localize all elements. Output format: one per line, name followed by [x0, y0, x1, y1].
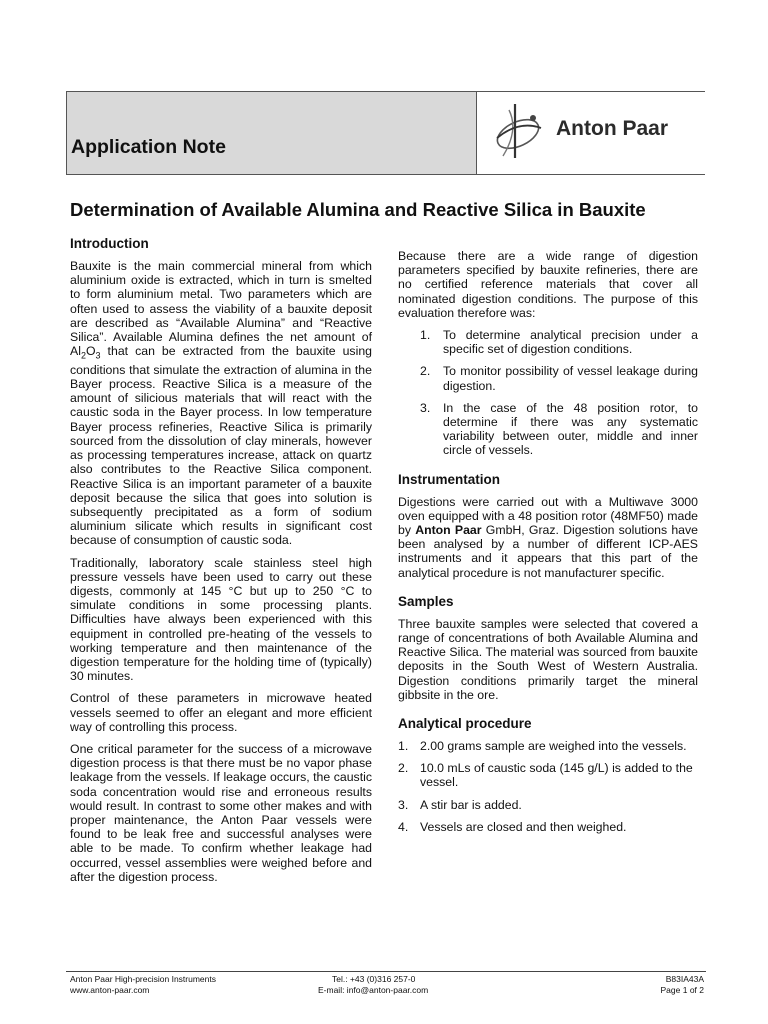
introduction-heading: Introduction — [70, 236, 149, 251]
samples-paragraph: Three bauxite samples were selected that covered a range of concentrations of both Available Alumina and Reactive Silica. The material was sourced from bauxite deposits in the South West of Western Australia. Digestion conditions primarily target the mineral gibbsite in the ore. — [398, 616, 698, 702]
intro-paragraph-2: Traditionally, laboratory scale stainless steel high pressure vessels have been used to carry out these digests, commonly at 145 °C but up to 250 °C to simulate conditions in some processing plants. Difficulties have always been experienced with this equipment in controlled pre-heating of the vessels to working temperature and then maintenance of the digestion temperature for the holding time of (typically) 30 minutes. — [70, 555, 372, 684]
instrumentation-heading: Instrumentation — [398, 471, 501, 487]
header-title: Application Note — [71, 136, 226, 158]
footer-right — [600, 974, 704, 995]
list-item: 1. 2.00 grams sample are weighed into the vessels. — [398, 739, 687, 754]
left-column — [70, 236, 372, 892]
footer-tel: Tel.: +43 (0)316 257-0 — [332, 974, 416, 984]
procedure-list — [398, 739, 698, 834]
list-item: 4. Vessels are closed and then weighed. — [398, 819, 627, 834]
intro-paragraph-3: Control of these parameters in microwave heated vessels seemed to offer an elegant and more efficient way of controlling this process. — [70, 691, 372, 734]
list-item: 3. A stir bar is added. — [398, 797, 522, 812]
footer-divider — [66, 971, 706, 972]
footer-company: Anton Paar High-precision Instruments — [70, 974, 216, 984]
instrumentation-paragraph: Digestions were carried out with a Multiwave 3000 oven equipped with a 48 position rotor (48MF50) made by Anton Paar GmbH, Graz. Digestion solutions have been analysed by a number of different ICP-AES instruments and it appears that this part of the analytical procedure is not manufacturer specific. — [398, 494, 699, 580]
footer-website[interactable]: www.anton-paar.com — [70, 984, 150, 995]
footer-email[interactable]: E-mail: info@anton-paar.com — [318, 984, 429, 995]
footer-middle — [318, 974, 428, 995]
footer-left — [70, 974, 216, 995]
intro-paragraph-4: One critical parameter for the success of a microwave digestion process is that there must be no vapor phase leakage from the vessels. If leakage occurs, the caustic soda concentration would rise and erroneous results would result. In contrast to some other makes and with proper maintenance, the Anton Paar vessels were found to be leak free and successful analyses were able to be made. To confirm whether leakage had occurred, vessel assemblies were weighed before and after the digestion process. — [70, 741, 372, 884]
list-item: 2. To monitor possibility of vessel leakage during digestion. — [420, 364, 698, 393]
purpose-list — [398, 328, 698, 458]
intro-paragraph-1: Bauxite is the main commercial mineral from which aluminium oxide is extracted, which in turn is smelted to form aluminium metal. Two parameters which are often used to assess the viability of a bauxite deposit are described as “Available Alumina” and “Reactive Silica”. Available Alumina defines the net amount of $Al_2O_3$ that can be extracted from the bauxite using conditions that simulate the extraction of alumina in the Bayer process. Reactive Silica is a measure of the amount of silicious materials that will react with the caustic soda in the Bayer process. In low temperature Bayer process refineries, Reactive Silica is primarily sourced from the dissolution of clay minerals, however as processing temperatures increase, attack on quartz also contributes to the Reactive Silica component. Reactive Silica is an important parameter of a bauxite deposit because the silica that goes into solution is subsequently precipitated as a form of sodium aluminium silicate which results in significant cost because of consumption of caustic soda. — [70, 259, 372, 548]
logo-text: Anton Paar — [556, 117, 669, 140]
list-item: 3. In the case of the 48 position rotor, to determine if there was any systematic variability between outer, middle and inner circle of vessels. — [420, 400, 698, 458]
logo-panel — [476, 92, 705, 174]
list-item: 1. To determine analytical precision under a specific set of digestion conditions. — [420, 328, 698, 357]
samples-heading: Samples — [398, 593, 454, 609]
purpose-paragraph: Because there are a wide range of digestion parameters specified by bauxite refineries, there are no certified reference materials that cover all nominated digestion conditions. The purpose of this evaluation therefore was: — [398, 249, 698, 320]
footer-page-number: Page 1 of 2 — [660, 984, 704, 995]
header-box — [66, 91, 705, 175]
analytical-procedure-heading: Analytical procedure — [398, 716, 532, 732]
anton-paar-logo-icon — [489, 100, 547, 164]
right-column — [398, 249, 698, 842]
document-title: Determination of Available Alumina and Reactive Silica in Bauxite — [70, 199, 646, 220]
footer-doc-code: B83IA43A — [665, 974, 704, 984]
list-item: 2. 10.0 mLs of caustic soda (145 g/L) is added to the vessel. — [398, 761, 693, 790]
